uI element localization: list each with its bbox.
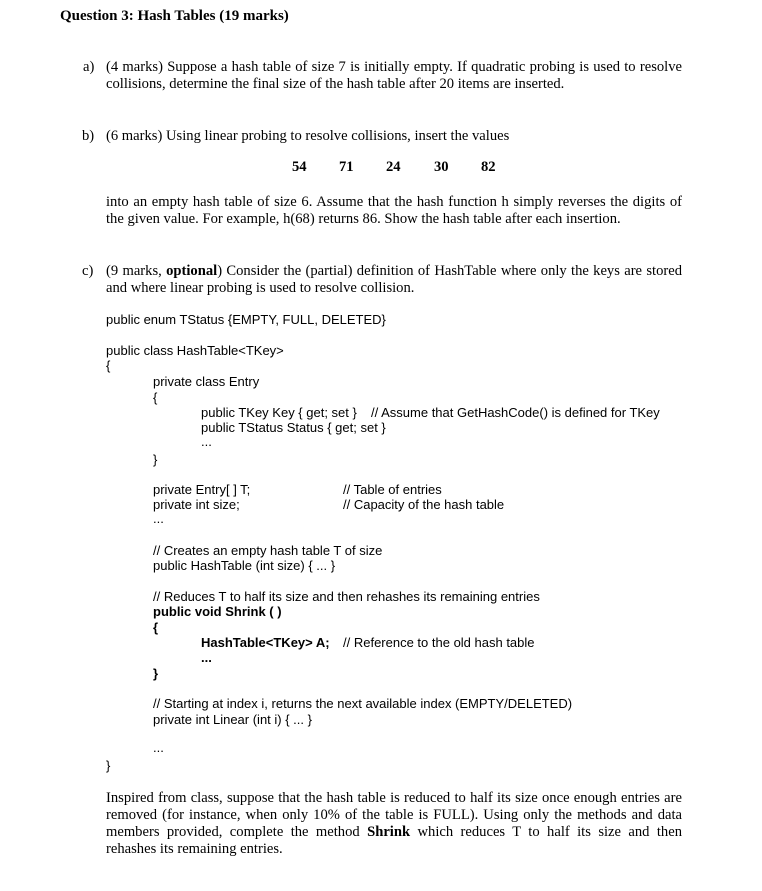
part-a-label: a) [83, 59, 95, 75]
code-field-size: private int size; [153, 497, 240, 512]
code-shrink-close: } [153, 666, 159, 681]
part-c-text [106, 263, 682, 297]
code-linear-sig: private int Linear (int i) { ... } [153, 712, 312, 727]
part-b-intro [106, 128, 509, 145]
value-0: 54 [292, 159, 307, 175]
part-a-body: Suppose a hash table of size 7 is initially empty. If quadratic probing is used to resolve collisions, determine the final size of the hash table after 20 items are inserted. [106, 59, 682, 92]
part-c-label: c) [82, 263, 94, 279]
part-a-text [106, 59, 682, 93]
part-b-text: into an empty hash table of size 6. Assume that the hash function h simply reverses the digits of the given value. For example, h(68) returns 86. Show the hash table after each insertion. [106, 194, 682, 227]
part-a-marks: (4 marks) [106, 59, 163, 75]
code-enum-line: public enum TStatus {EMPTY, FULL, DELETED} [106, 312, 386, 327]
code-entry-open: { [153, 390, 158, 405]
code-shrink-comment: // Reduces T to half its size and then rehashes its remaining entries [153, 589, 540, 604]
value-1: 71 [339, 159, 354, 175]
code-field-size-comment: // Capacity of the hash table [343, 497, 505, 512]
code-open-brace: { [106, 358, 111, 373]
code-ctor-comment: // Creates an empty hash table T of size [153, 543, 383, 558]
code-fields-ellipsis: ... [153, 511, 164, 526]
code-shrink-local: HashTable<TKey> A; [201, 635, 330, 650]
code-ctor-sig: public HashTable (int size) { ... } [153, 558, 336, 573]
code-class-line: public class HashTable<TKey> [106, 343, 284, 358]
code-field-t-comment: // Table of entries [343, 482, 442, 497]
code-entry-class: private class Entry [153, 374, 260, 389]
code-entry-ellipsis: ... [201, 434, 212, 449]
code-class-close: } [106, 758, 111, 773]
code-field-t: private Entry[ ] T; [153, 482, 251, 497]
value-2: 24 [386, 159, 401, 175]
code-shrink-local-comment: // Reference to the old hash table [343, 635, 535, 650]
code-status-prop: public TStatus Status { get; set } [201, 420, 386, 435]
optional-label: optional [166, 263, 218, 279]
code-key-prop: public TKey Key { get; set } [201, 405, 357, 420]
question-title: Question 3: Hash Tables (19 marks) [60, 8, 289, 24]
code-class-ellipsis: ... [153, 740, 164, 755]
code-linear-comment: // Starting at index i, returns the next available index (EMPTY/DELETED) [153, 696, 573, 711]
value-4: 82 [481, 159, 496, 175]
code-shrink-ellipsis: ... [201, 650, 212, 665]
part-c-body: Consider the (partial) definition of HashTable where only the keys are stored and where linear probing is used to resolve collision. [106, 263, 682, 296]
part-b-marks: (6 marks) [106, 128, 163, 144]
code-entry-close: } [153, 452, 158, 467]
code-shrink-sig: public void Shrink ( ) [153, 604, 282, 619]
code-shrink-open: { [153, 620, 159, 635]
code-key-comment: // Assume that GetHashCode() is defined for TKey [371, 405, 660, 420]
shrink-keyword: Shrink [367, 824, 411, 840]
part-c-marks: (9 marks, optional) [106, 263, 223, 279]
part-b-label: b) [82, 128, 95, 144]
part-b-intro-text: Using linear probing to resolve collisions, insert the values [166, 128, 510, 144]
value-3: 30 [434, 159, 449, 175]
part-c-closing: Inspired from class, suppose that the hash table is reduced to half its size once enough entries are removed (for instance, when only 10% of the table is FULL). Using only the methods and data members provided, complete the method Shrink which reduces T to half its size and then rehashes its remaining entries. [106, 790, 682, 857]
